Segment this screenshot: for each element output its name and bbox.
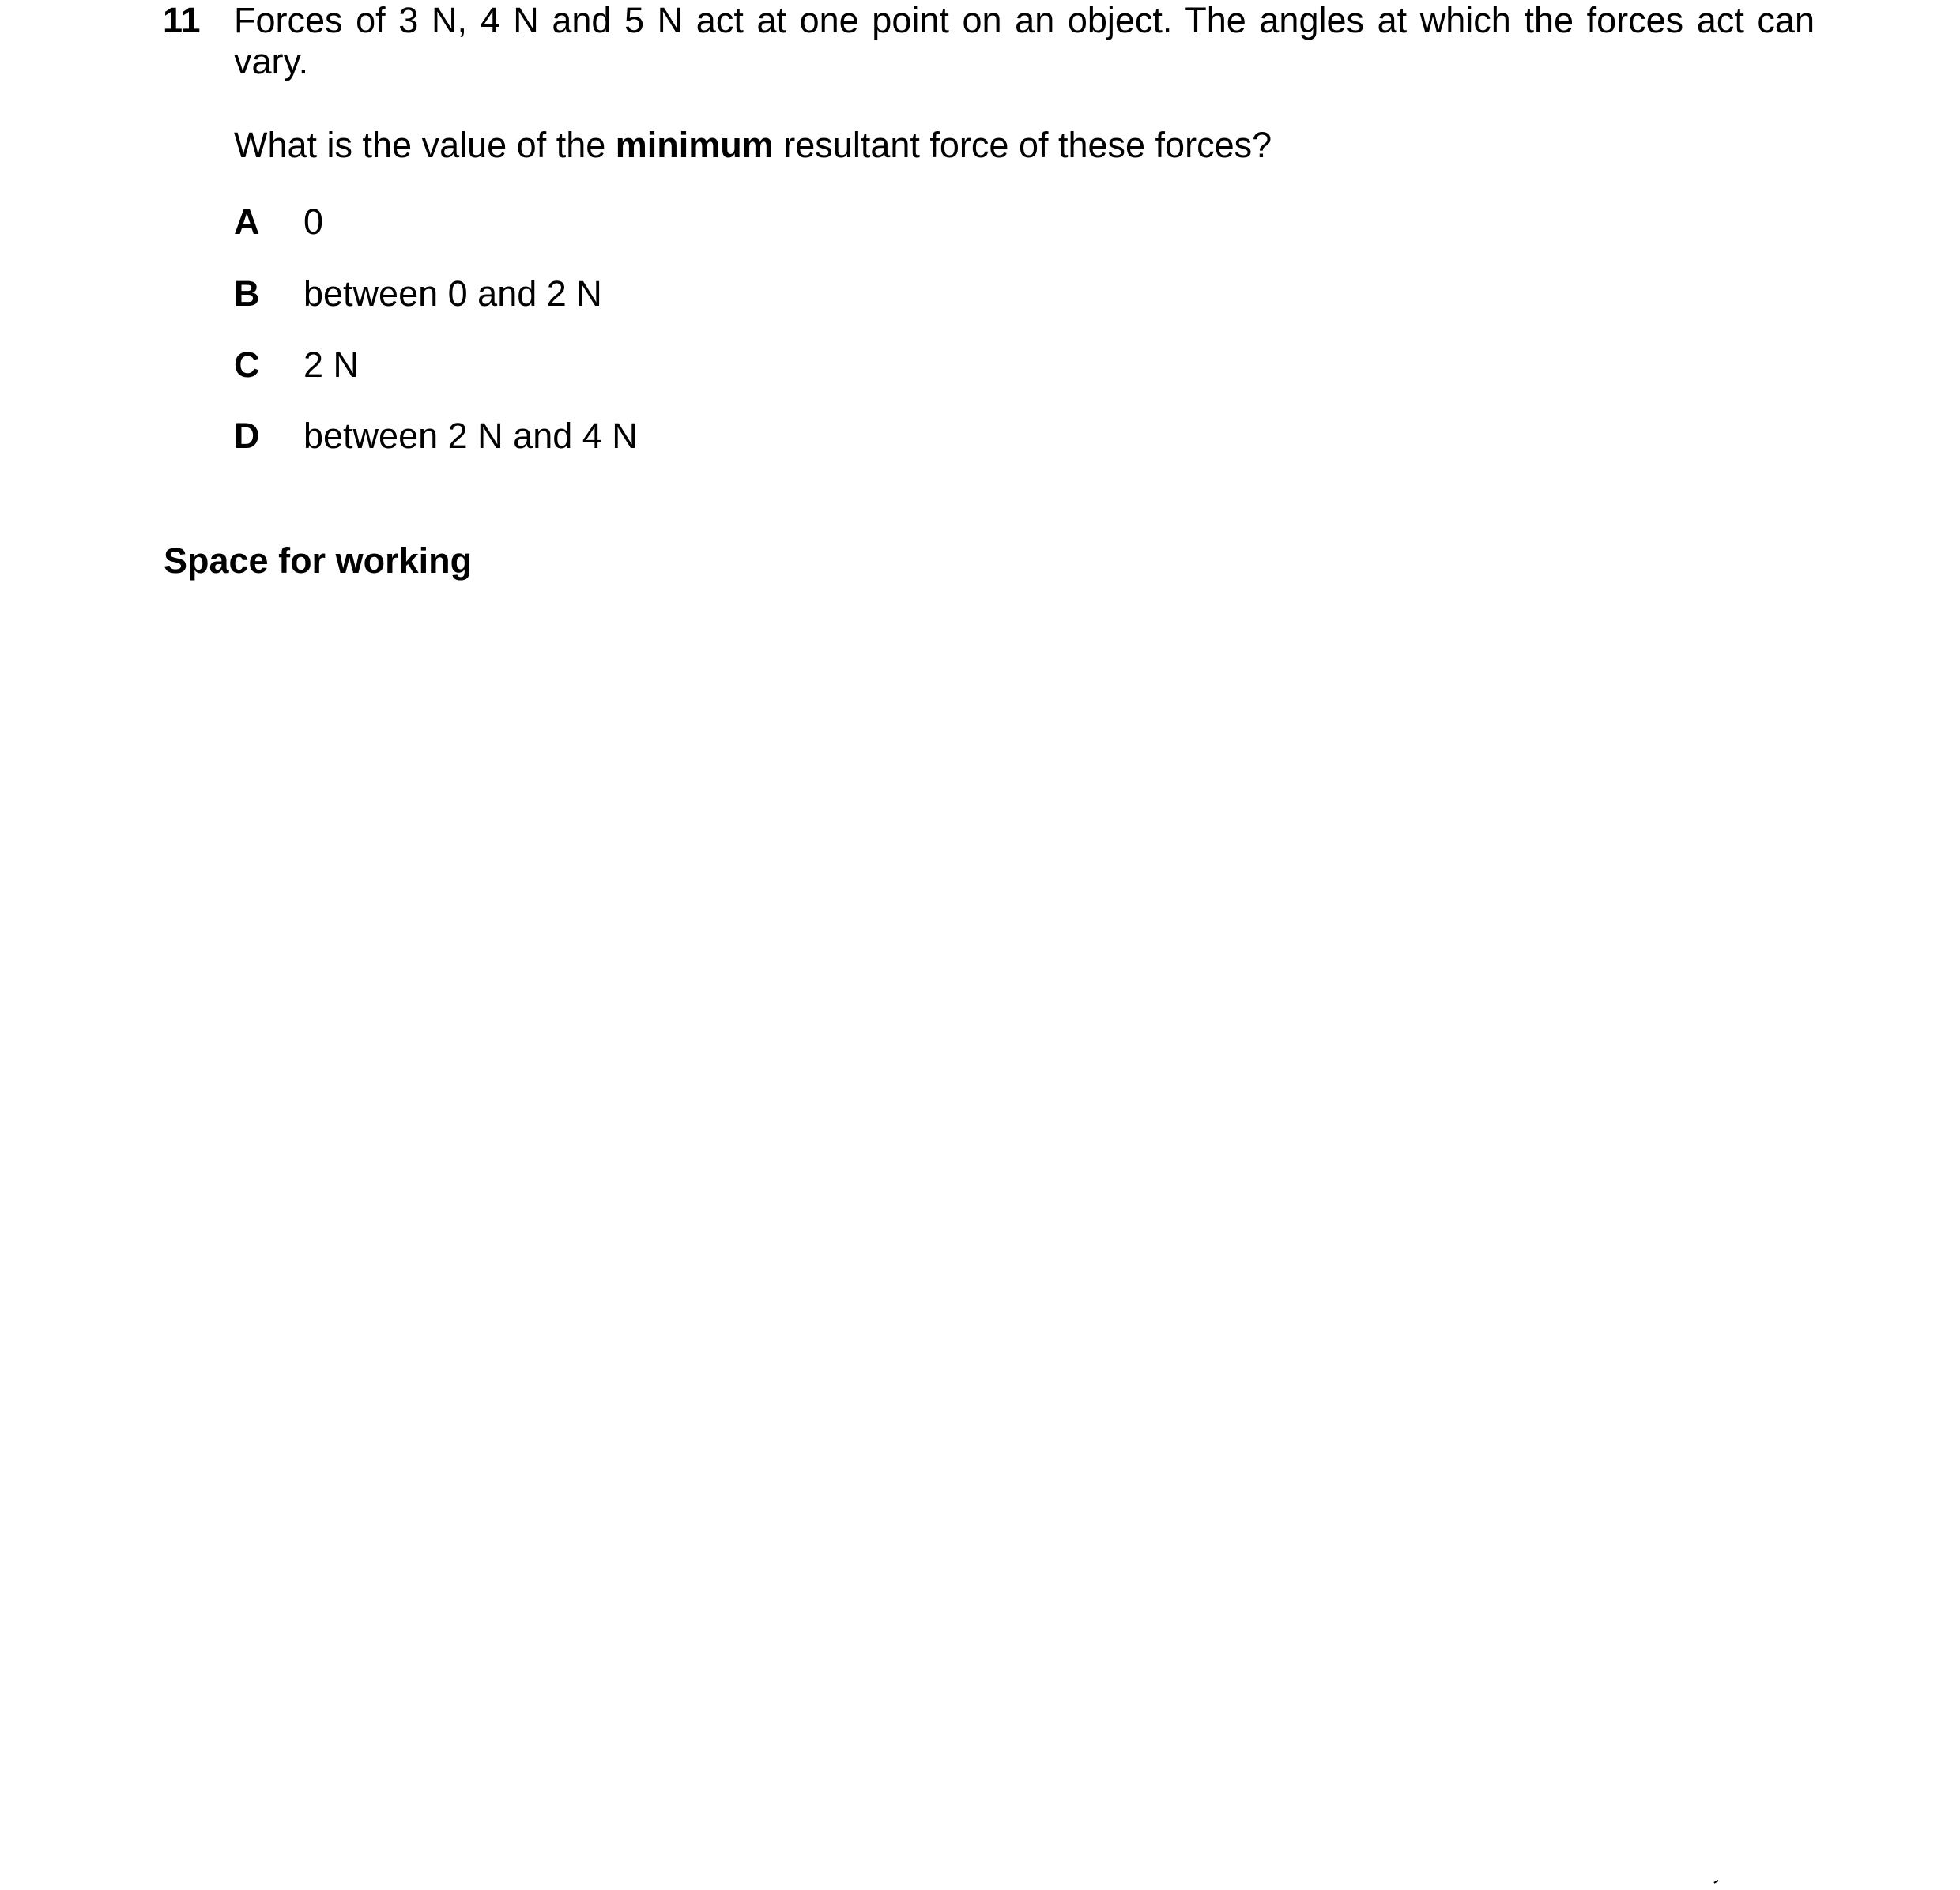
prompt-bold-word: minimum — [615, 125, 774, 165]
prompt-text-before: What is the value of the — [234, 125, 616, 165]
option-c-letter: C — [234, 344, 260, 385]
option-c-text: 2 N — [303, 344, 360, 385]
option-d-letter: D — [234, 416, 260, 456]
prompt-text-after: resultant force of these forces? — [773, 125, 1272, 165]
question-number: 11 — [163, 0, 201, 40]
option-a-text: 0 — [303, 201, 324, 242]
option-a-letter: A — [234, 201, 260, 242]
question-prompt — [234, 125, 1272, 166]
question-stem: Forces of 3 N, 4 N and 5 N act at one point on an object. The angles at which the forces act can vary. — [234, 0, 1815, 81]
option-b-letter: B — [234, 273, 260, 314]
page-corner-mark — [1713, 1880, 1721, 1888]
option-d-text: between 2 N and 4 N — [303, 416, 638, 456]
option-b-text: between 0 and 2 N — [303, 273, 602, 314]
working-space-heading: Space for working — [164, 540, 473, 581]
